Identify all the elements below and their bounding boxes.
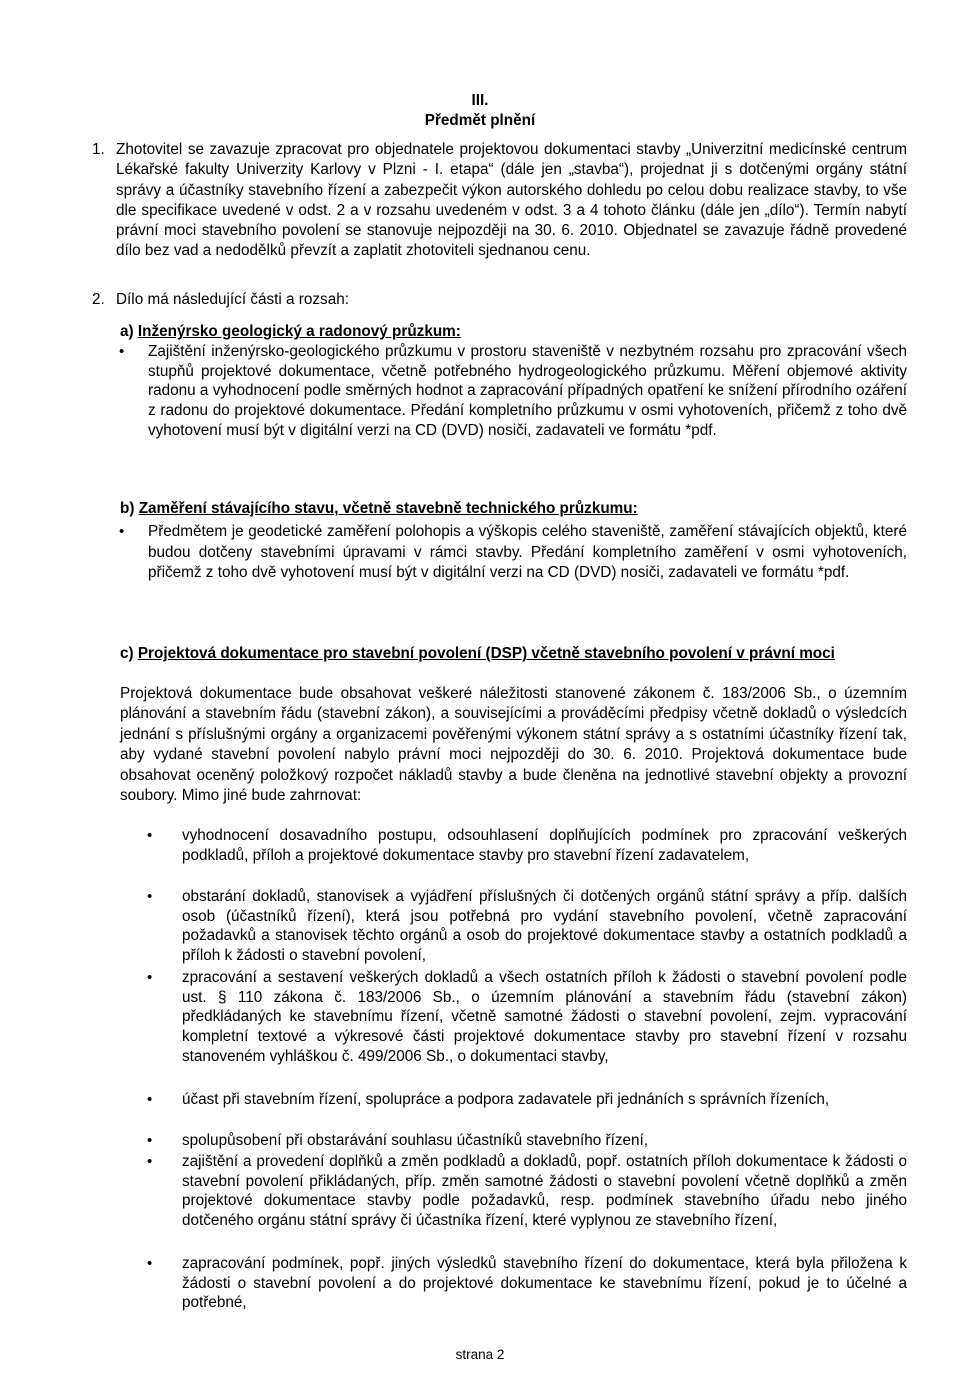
bullet-icon: •: [147, 888, 153, 905]
bullet-icon: •: [147, 1153, 153, 1170]
section-number: III.: [471, 92, 489, 109]
part-c-list-item: účast při stavebním řízení, spolupráce a podpora zadavatele při jednáních s správních řízeních,: [182, 1091, 830, 1108]
part-a-title: Inženýrsko geologický a radonový průzkum:: [137, 323, 461, 340]
page-number: strana 2: [455, 1347, 505, 1362]
part-a-heading: [120, 322, 907, 342]
bullet-icon: •: [147, 1255, 153, 1272]
part-c-list-item: zpracování a sestavení veškerých dokladů a všech ostatních příloh k žádosti o stavební povolení podle ust. § 110 zákona č. 183/2006 Sb., o územním plánování a stavebním řádu (stavební zákon) předkládaných ke stavebnímu řízení, včetně samotné žádosti o stavební povolení, zejm. vypracování kompletní textové a výkresové části projektové dokumentace stavby pro stavební řízení v rozsahu stanoveném vyhláškou č. 499/2006 Sb., o dokumentaci stavby,: [182, 969, 907, 1065]
bullet-icon: •: [147, 827, 153, 844]
part-b-title: Zaměření stávajícího stavu, včetně stavebně technického průzkumu:: [138, 500, 638, 517]
part-c-heading: [120, 644, 907, 664]
part-c-list-item: zajištění a provedení doplňků a změn podkladů a dokladů, popř. ostatních příloh dokumentace k žádosti o stavební povolení přikládaných, příp. změn samotné žádosti o stavební povolení včetně doplňků a změn projektové dokumentace stavby podle požadavků, resp. podmínek stavebního úřadu nebo jiného dotčeného orgánu státní správy či účastníka řízení, které vyplynou ze stavebního řízení,: [182, 1153, 907, 1230]
bullet-icon: •: [119, 343, 125, 360]
item-1-text: Zhotovitel se zavazuje zpracovat pro objednatele projektovou dokumentaci stavby „Univerzitní medicínské centrum Lékařské fakulty Univerzity Karlovy v Plzni - I. etapa“ (dále jen „stavba“), projednat ji s dotčenými orgány státní správy a účastníky stavebního řízení a zabezpečit výkon autorského dohledu po celou dobu realizace stavby, to vše dle specifikace uvedené v odst. 2 a v rozsahu uvedeném v odst. 3 a 4 tohoto článku (dále jen „dílo“). Termín nabytí právní moci stavebního povolení se stanovuje nejpozději na 30. 6. 2010. Objednatel se zavazuje řádně provedené dílo bez vad a nedodělků převzít a zaplatit zhotoviteli sjednanou cenu.: [116, 141, 907, 260]
bullet-icon: •: [147, 1132, 153, 1149]
part-a-bullet-text: Zajištění inženýrsko-geologického průzkumu v prostoru staveniště v nezbytném rozsahu pro zpracování všech stupňů projektové dokumentace, včetně potřebného hydrogeologického průzkumu. Měření objemové aktivity radonu a vyhodnocení podle směrných hodnot a zapracování případných opatření ke snížení přírodního ozáření z radonu do projektové dokumentace. Předání kompletního průzkumu v osmi vyhotoveních, přičemž z toho dvě vyhotovení musí být v digitální verzi na CD (DVD) nosiči, zadavateli ve formátu *pdf.: [148, 343, 907, 439]
part-b-heading: [120, 499, 907, 519]
part-c-list-item: spolupůsobení při obstarávání souhlasu účastníků stavebního řízení,: [182, 1132, 649, 1149]
bullet-icon: •: [147, 969, 153, 986]
part-c-list-item: zapracování podmínek, popř. jiných výsledků stavebního řízení do dokumentace, která byla přiložena k žádosti o stavební povolení a do projektové dokumentace ke stavebnímu řízení, pokud je to účelné a potřebné,: [182, 1255, 907, 1312]
part-c-list-item: vyhodnocení dosavadního postupu, odsouhlasení doplňujících podmínek pro zpracování veškerých podkladů, příloh a projektové dokumentace stavby pro stavební řízení zadavatelem,: [182, 827, 907, 864]
item-1-number: 1.: [92, 141, 105, 158]
part-c-list-item: obstarání dokladů, stanovisek a vyjádření příslušných či dotčených orgánů státní správy a příp. dalších osob (účastníků řízení), která jsou potřebná pro vydání stavebního povolení, včetně zapracování požadavků a stanovisek těchto orgánů a osob do projektové dokumentace stavby a ostatních podkladů a příloh k žádosti o stavební povolení,: [182, 888, 907, 965]
part-c-letter: c): [120, 645, 134, 662]
part-a-letter: a): [120, 323, 134, 340]
part-b-letter: b): [120, 500, 135, 517]
bullet-icon: •: [147, 1091, 153, 1108]
part-c-title: Projektová dokumentace pro stavební povolení (DSP) včetně stavebního povolení v právní moci: [137, 645, 835, 662]
item-2-number: 2.: [92, 291, 105, 308]
part-c-text: Projektová dokumentace bude obsahovat veškeré náležitosti stanovené zákonem č. 183/2006 Sb., o územním plánování a stavebním řádu (stavební zákon), a souvisejícími a prováděcími předpisy včetně dokladů o výsledcích jednání s příslušnými orgány a organizacemi pověřenými výkonem státní správy a s ostatními účastníky řízení tak, aby vydané stavební povolení nabylo právní moci nejpozději do 30. 6. 2010. Projektová dokumentace bude obsahovat oceněný položkový rozpočet nákladů stavby a bude členěna na jednotlivé stavební objekty a provozní soubory. Mimo jiné bude zahrnovat:: [120, 685, 907, 805]
section-title: Předmět plnění: [424, 112, 536, 129]
part-b-bullet-text: Předmětem je geodetické zaměření polohopis a výškopis celého staveniště, zaměření stávajících objektů, které budou dotčeny stavebními úpravami v rámci stavby. Předání kompletního zaměření v osmi vyhotoveních, přičemž z toho dvě vyhotovení musí být v digitální verzi na CD (DVD) nosiči, zadavateli ve formátu *pdf.: [148, 523, 907, 582]
item-2-text: Dílo má následující části a rozsah:: [116, 291, 349, 308]
bullet-icon: •: [119, 523, 125, 540]
